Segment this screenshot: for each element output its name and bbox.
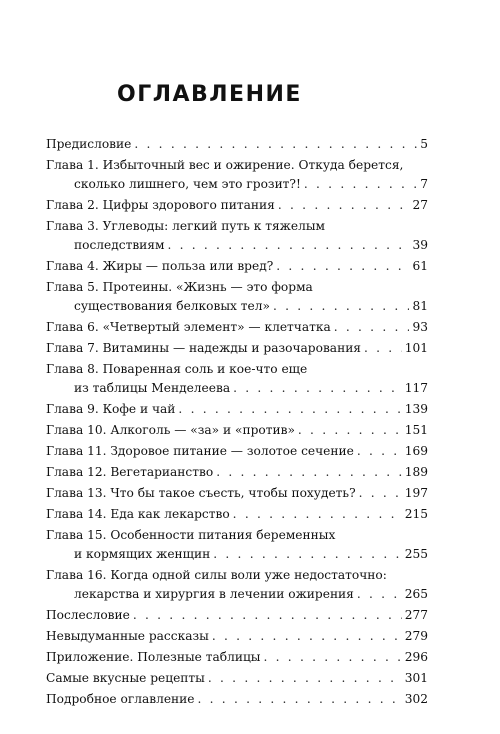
toc-page-number: 139 — [404, 402, 428, 416]
dot-leader — [334, 318, 410, 337]
toc-entry-title: Глава 5. Протеины. «Жизнь — это форма — [46, 280, 313, 294]
dot-leader — [298, 421, 402, 440]
toc-entry — [46, 400, 428, 419]
toc-entry-line — [46, 257, 428, 276]
toc-page-number: 301 — [404, 671, 428, 685]
toc-entry-line — [46, 669, 428, 688]
toc-entry — [46, 484, 428, 503]
toc-entry-continuation — [46, 379, 428, 398]
toc-entry-continuation — [46, 236, 428, 255]
toc-entry-title: Глава 15. Особенности питания беременных — [46, 528, 336, 542]
toc-entry-line — [46, 278, 428, 297]
toc-entry-continuation — [46, 585, 428, 604]
dot-leader — [233, 379, 402, 398]
toc-page-number: 151 — [404, 423, 428, 437]
toc-entry-continuation — [46, 297, 428, 316]
toc-entry-continuation — [46, 545, 428, 564]
page-title: ОГЛАВЛЕНИЕ — [117, 82, 302, 107]
toc-page-number: 302 — [404, 692, 428, 706]
toc-entry-title: и кормящих женщин — [74, 547, 211, 561]
toc-entry-line — [46, 690, 428, 709]
toc-entry-title: Подробное оглавление — [46, 692, 195, 706]
toc-entry-title: существования белковых тел» — [74, 299, 270, 313]
dot-leader — [212, 627, 402, 646]
toc-entry-line — [46, 421, 428, 440]
toc-page-number: 277 — [404, 608, 428, 622]
toc-entry-line — [46, 484, 428, 503]
toc-entry-line — [46, 526, 428, 545]
toc-entry-line — [46, 156, 428, 175]
toc-entry-line — [46, 196, 428, 215]
dot-leader — [304, 175, 417, 194]
toc-entry-line — [46, 505, 428, 524]
dot-leader — [134, 135, 417, 154]
toc-entry — [46, 690, 428, 709]
toc-entry-title: Глава 6. «Четвертый элемент» — клетчатка — [46, 320, 331, 334]
toc-entry-continuation — [46, 175, 428, 194]
toc-entry-title: Глава 3. Углеводы: легкий путь к тяжелым — [46, 219, 326, 233]
toc-entry — [46, 339, 428, 358]
dot-leader — [208, 669, 402, 688]
toc-entry — [46, 442, 428, 461]
toc-entry — [46, 463, 428, 482]
dot-leader — [233, 505, 402, 524]
toc-page-number: 189 — [404, 465, 428, 479]
dot-leader — [357, 585, 402, 604]
toc-entry-title: Глава 4. Жиры — польза или вред? — [46, 259, 274, 273]
toc-page-number: 255 — [404, 547, 428, 561]
toc-page-number: 7 — [420, 177, 428, 191]
toc-entry — [46, 156, 428, 194]
toc-entry — [46, 278, 428, 316]
dot-leader — [178, 400, 401, 419]
toc-page-number: 265 — [404, 587, 428, 601]
toc-entry — [46, 627, 428, 646]
toc-page-number: 169 — [404, 444, 428, 458]
toc-entry-title: Глава 2. Цифры здорового питания — [46, 198, 275, 212]
dot-leader — [357, 442, 402, 461]
toc-entry — [46, 196, 428, 215]
toc-entry-title: Глава 13. Что бы такое съесть, чтобы похудеть? — [46, 486, 356, 500]
toc-entry-title: Послесловие — [46, 608, 130, 622]
toc-entry-line — [46, 606, 428, 625]
dot-leader — [276, 257, 409, 276]
toc-entry-title: из таблицы Менделеева — [74, 381, 231, 395]
toc-page-number: 117 — [404, 381, 428, 395]
toc-entry-title: Предисловие — [46, 137, 132, 151]
toc-page-number: 279 — [404, 629, 428, 643]
toc-entry-line — [46, 627, 428, 646]
toc-entry — [46, 318, 428, 337]
toc-entry — [46, 648, 428, 667]
toc-entry — [46, 669, 428, 688]
toc-entry — [46, 135, 428, 154]
toc-entry — [46, 421, 428, 440]
toc-entry-title: Глава 14. Еда как лекарство — [46, 507, 230, 521]
dot-leader — [198, 690, 402, 709]
toc-page-number: 81 — [412, 299, 428, 313]
toc-entry-title: Глава 1. Избыточный вес и ожирение. Откуда берется, — [46, 158, 404, 172]
toc-entry-title: Глава 12. Вегетарианство — [46, 465, 214, 479]
toc-entry-line — [46, 339, 428, 358]
dot-leader — [264, 648, 402, 667]
dot-leader — [216, 463, 402, 482]
toc-entry-title: Самые вкусные рецепты — [46, 671, 205, 685]
toc-page-number: 5 — [420, 137, 428, 151]
toc-entry-title: сколько лишнего, чем это грозит?! — [74, 177, 301, 191]
toc-entry-title: Глава 7. Витамины — надежды и разочарования — [46, 341, 362, 355]
dot-leader — [133, 606, 402, 625]
toc-entry — [46, 217, 428, 255]
toc-entry-line — [46, 648, 428, 667]
toc-page-number: 61 — [412, 259, 428, 273]
toc-entry-title: Глава 8. Поваренная соль и кое-что еще — [46, 362, 308, 376]
dot-leader — [213, 545, 401, 564]
toc-page-number: 93 — [412, 320, 428, 334]
toc-entry — [46, 360, 428, 398]
toc-entry-title: Глава 16. Когда одной силы воли уже недостаточно: — [46, 568, 387, 582]
toc-entry-line — [46, 217, 428, 236]
toc-entry-line — [46, 400, 428, 419]
toc-entry-line — [46, 566, 428, 585]
toc-entry — [46, 606, 428, 625]
toc-entry-line — [46, 463, 428, 482]
toc-page-number: 101 — [404, 341, 428, 355]
toc-entry — [46, 257, 428, 276]
toc-entry-line — [46, 442, 428, 461]
dot-leader — [364, 339, 402, 358]
toc-entry-title: Глава 9. Кофе и чай — [46, 402, 176, 416]
toc-entry — [46, 526, 428, 564]
toc-entry-line — [46, 135, 428, 154]
toc-page-number: 27 — [412, 198, 428, 212]
toc-entry-title: Глава 11. Здоровое питание — золотое сечение — [46, 444, 354, 458]
toc-page-number: 296 — [404, 650, 428, 664]
toc-entry — [46, 566, 428, 604]
toc-entry-title: Невыдуманные рассказы — [46, 629, 209, 643]
toc-page-number: 39 — [412, 238, 428, 252]
toc-entry — [46, 505, 428, 524]
table-of-contents — [46, 135, 428, 709]
dot-leader — [359, 484, 402, 503]
dot-leader — [167, 236, 409, 255]
toc-entry-title: Приложение. Полезные таблицы — [46, 650, 261, 664]
toc-entry-line — [46, 360, 428, 379]
dot-leader — [273, 297, 410, 316]
toc-entry-line — [46, 318, 428, 337]
toc-page-number: 215 — [404, 507, 428, 521]
toc-entry-title: лекарства и хирургия в лечении ожирения — [74, 587, 354, 601]
toc-page-number: 197 — [404, 486, 428, 500]
dot-leader — [278, 196, 410, 215]
toc-entry-title: последствиям — [74, 238, 165, 252]
toc-entry-title: Глава 10. Алкоголь — «за» и «против» — [46, 423, 295, 437]
